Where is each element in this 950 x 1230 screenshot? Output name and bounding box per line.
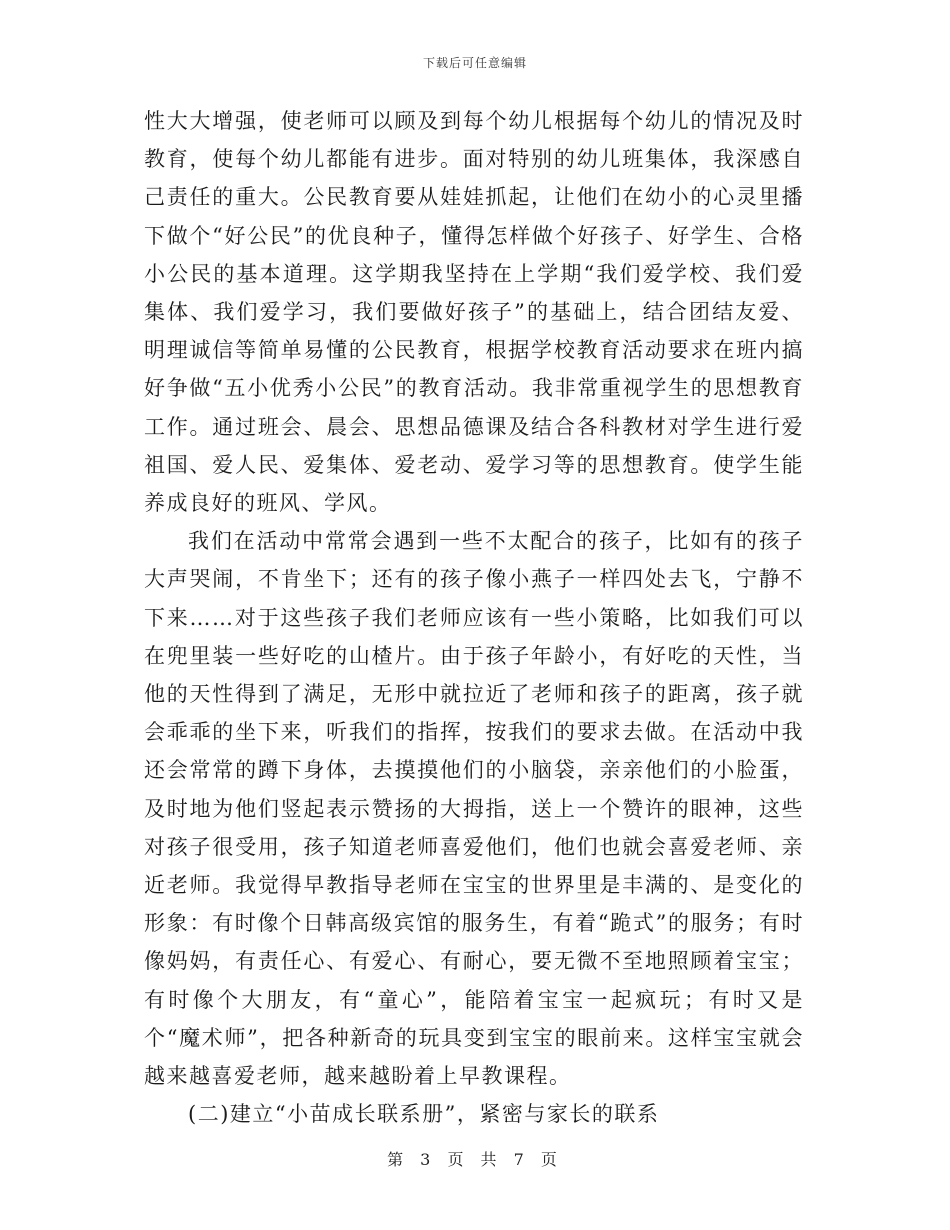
page-number-footer: 第 3 页 共 7 页 [387, 1150, 563, 1169]
page-header-note: 下载后可任意编辑 [422, 56, 527, 70]
document-body [144, 102, 804, 1133]
paragraph-activities: 我们在活动中常常会遇到一些不太配合的孩子，比如有的孩子大声哭闹，不肯坐下；还有的孩子像小燕子一样四处去飞，宁静不下来……对于这些孩子我们老师应该有一些小策略，比如我们可以在兜里装一些好吃的山楂片。由于孩子年龄小，有好吃的天性，当他的天性得到了满足，无形中就拉近了老师和孩子的距离，孩子就会乖乖的坐下来，听我们的指挥，按我们的要求去做。在活动中我还会常常的蹲下身体，去摸摸他们的小脑袋，亲亲他们的小脸蛋，及时地为他们竖起表示赞扬的大拇指，送上一个赞许的眼神，这些对孩子很受用，孩子知道老师喜爱他们，他们也就会喜爱老师、亲近老师。我觉得早教指导老师在宝宝的世界里是丰满的、是变化的形象：有时像个日韩高级宾馆的服务生，有着“跪式”的服务；有时像妈妈，有责任心、有爱心、有耐心，要无微不至地照顾着宝宝；有时像个大朋友，有“童心”，能陪着宝宝一起疯玩；有时又是个“魔术师”，把各种新奇的玩具变到宝宝的眼前来。这样宝宝就会越来越喜爱老师，越来越盼着上早教课程。 [144, 529, 804, 1089]
paragraph-continued: 性大大增强，使老师可以顾及到每个幼儿根据每个幼儿的情况及时教育，使每个幼儿都能有进步。面对特别的幼儿班集体，我深感自己责任的重大。公民教育要从娃娃抓起，让他们在幼小的心灵里播下做个“好公民”的优良种子，懂得怎样做个好孩子、好学生、合格小公民的基本道理。这学期我坚持在上学期“我们爱学校、我们爱集体、我们爱学习，我们要做好孩子”的基础上，结合团结友爱、明理诚信等简单易懂的公民教育，根据学校教育活动要求在班内搞好争做“五小优秀小公民”的教育活动。我非常重视学生的思想教育工作。通过班会、晨会、思想品德课及结合各科教材对学生进行爱祖国、爱人民、爱集体、爱老动、爱学习等的思想教育。使学生能养成良好的班风、学风。 [144, 109, 804, 516]
section-heading-growth-booklet: (二)建立“小苗成长联系册”，紧密与家长的联系 [188, 1102, 660, 1127]
